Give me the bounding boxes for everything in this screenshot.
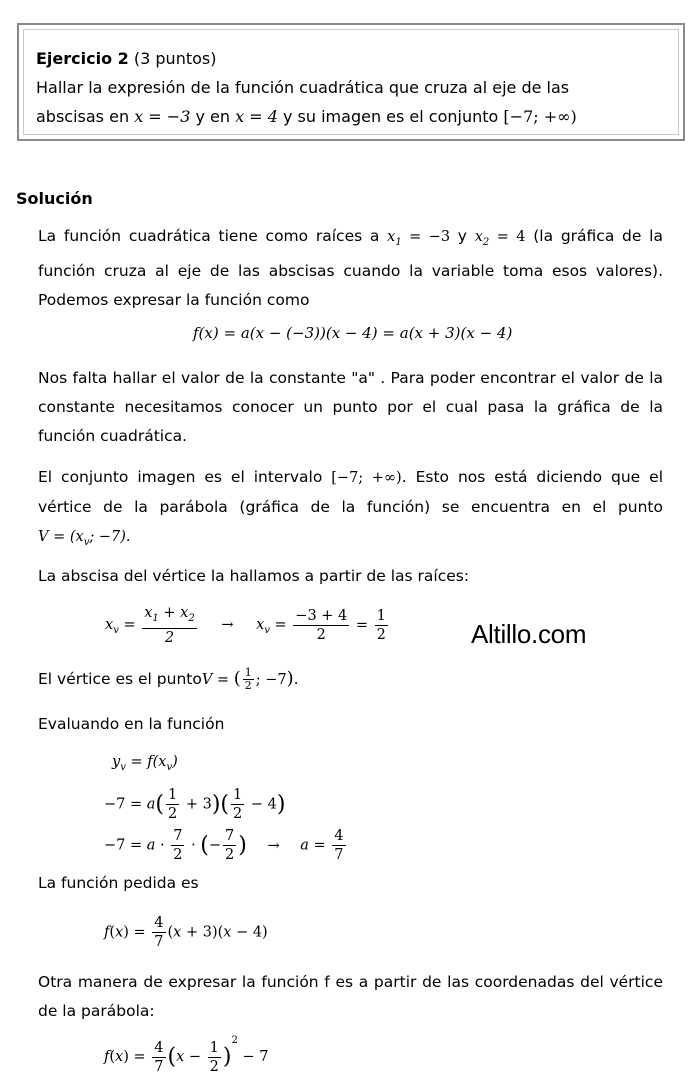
paragraph-constant: Nos falta hallar el valor de la constante "a" . Para poder encontrar el valor de la constante necesitamos conocer un punto por el cual pasa la gráfica de la función cuadrática. [38, 369, 663, 445]
exercise-box [17, 23, 685, 141]
paragraph-result: La función pedida es [38, 874, 199, 892]
eval-line-3: −7 = a · $\frac{7}{2}$ · (− $\frac{7}{2}$ ) → a = $\frac{4}{7}$ [104, 828, 344, 863]
paragraph-vertex-form: Otra manera de expresar la función f es a partir de las coordenadas del vértice de la parábola: [38, 973, 663, 1020]
watermark-logo: Altillo.com [471, 619, 587, 649]
exercise-heading [36, 44, 666, 73]
paragraph-roots: La función cuadrática tiene como raíces a $x_1 = -3$ y $x_2 = 4$ (la gráfica de la función cruza al eje de las abscisas cuando la variable toma esos valores). Podemos expresar la función como [38, 227, 663, 309]
result-equation: f(x) = $\frac{4}{7}$ (x + 3)(x − 4) [104, 915, 268, 950]
root-1: x = −3 [134, 107, 191, 126]
exercise-points: (3 puntos) [133, 49, 217, 68]
vertex-abscissa-formula: $x_v$ = $\frac{x_1 + x_2}{2}$ → $x_v$ = $\frac{-3 + 4}{2}$ = $\frac{1}{2}$ [105, 605, 386, 646]
paragraph-evaluating: Evaluando en la función [38, 715, 225, 733]
exercise-content [23, 29, 679, 135]
paragraph-vertex-abscissa: La abscisa del vértice la hallamos a partir de las raíces: [38, 567, 470, 585]
image-range: [−7; +∞) [503, 107, 577, 126]
exercise-title: Ejercicio 2 [36, 49, 129, 68]
paragraph-vertex: El vértice es el puntoV = ( $\frac{1}{2}$ ; −7). [38, 666, 299, 692]
eval-line-2: −7 = a( $\frac{1}{2}$ + 3)( $\frac{1}{2}$ − 4) [104, 787, 286, 822]
eval-line-1: $y_v = f(x_v)$ [112, 754, 178, 773]
solution-heading: Solución [16, 189, 93, 208]
exercise-statement-line2: abscisas en x = −3 y en x = 4 y su imagen es el conjunto [−7; +∞) [36, 107, 577, 126]
exercise-statement-line1: Hallar la expresión de la función cuadrática que cruza al eje de las [36, 78, 570, 97]
root-2: x = 4 [235, 107, 278, 126]
equation-factored: f(x) = a(x − (−3))(x − 4) = a(x + 3)(x − 4) [193, 324, 513, 342]
paragraph-image-set: El conjunto imagen es el intervalo [−7; +∞). Esto nos está diciendo que el vértice de la parábola (gráfica de la función) se encuentra en el punto $V = (x_v$; −7). [38, 468, 663, 548]
vertex-form-equation: f(x) = $\frac{4}{7}$ (x − $\frac{1}{2}$ )$^2$ − 7 [104, 1035, 269, 1075]
